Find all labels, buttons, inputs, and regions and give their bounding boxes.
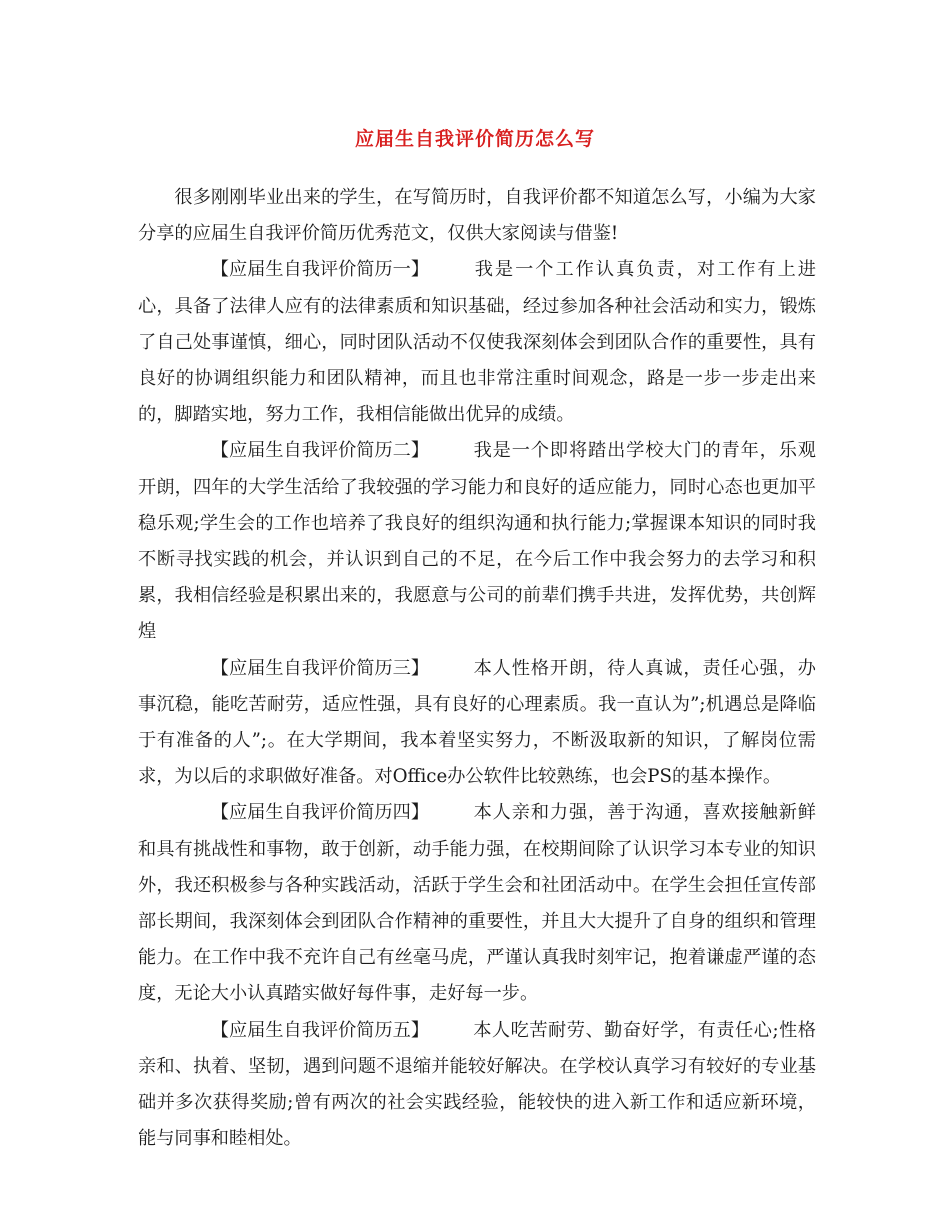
section-text-2: 我是一个即将踏出学校大门的青年，乐观开朗，四年的大学生活给了我较强的学习能力和良好的适应能力，同时心态也更加平稳乐观;学生会的工作也培养了我良好的组织沟通和执行能力;掌握课本知识的同时我不断寻找实践的机会，并认识到自己的不足，在今后工作中我会努力的去学习和积累，我相信经验是积累出来的，我愿意与公司的前辈们携手共进，发挥优势，共创辉煌 [138,440,816,643]
section-heading-2: 【应届生自我评价简历二】 [210,440,430,462]
section-text-3: 本人性格开朗，待人真诚，责任心强，办事沉稳，能吃苦耐劳，适应性强，具有良好的心理素质。我一直认为”;机遇总是降临于有准备的人”;。在大学期间，我本着坚实努力，不断汲取新的知识，了解岗位需求，为以后的求职做好准备。对Office办公软件比较熟练，也会PS的基本操作。 [138,657,816,788]
intro-paragraph: 很多刚刚毕业出来的学生，在写简历时，自我评价都不知道怎么写，小编为大家分享的应届生自我评价简历优秀范文，仅供大家阅读与借鉴! [138,187,816,245]
section-heading-4: 【应届生自我评价简历四】 [210,802,430,824]
document-title: 应届生自我评价简历怎么写 [354,128,595,150]
section-heading-5: 【应届生自我评价简历五】 [210,1019,430,1041]
section-paragraph-5 [138,1013,816,1158]
document-body [138,180,816,1157]
section-text-5: 本人吃苦耐劳、勤奋好学，有责任心;性格亲和、执着、坚韧，遇到问题不退缩并能较好解决。在学校认真学习有较好的专业基础并多次获得奖励;曾有两次的社会实践经验，能较快的进入新工作和适应新环境，能与同事和睦相处。 [138,1019,816,1150]
section-paragraph-4 [138,795,816,1012]
section-text-4: 本人亲和力强，善于沟通，喜欢接触新鲜和具有挑战性和事物，敢于创新，动手能力强，在校期间除了认识学习本专业的知识外，我还积极参与各种实践活动，活跃于学生会和社团活动中。在学生会担任宣传部部长期间，我深刻体会到团队合作精神的重要性，并且大大提升了自身的组织和管理能力。在工作中我不充许自己有丝毫马虎，严谨认真我时刻牢记，抱着谦虚严谨的态度，无论大小认真踏实做好每件事，走好每一步。 [138,802,816,1005]
section-heading-1: 【应届生自我评价简历一】 [210,259,430,281]
section-paragraph-2 [138,433,816,650]
section-paragraph-3 [138,651,816,796]
section-paragraph-1 [138,252,816,433]
section-heading-3: 【应届生自我评价简历三】 [210,657,430,679]
section-text-1: 我是一个工作认真负责，对工作有上进心，具备了法律人应有的法律素质和知识基础，经过参加各种社会活动和实力，锻炼了自己处事谨慎，细心，同时团队活动不仅使我深刻体会到团队合作的重要性，具有良好的协调组织能力和团队精神，而且也非常注重时间观念，路是一步一步走出来的，脚踏实地，努力工作，我相信能做出优异的成绩。 [138,259,816,426]
